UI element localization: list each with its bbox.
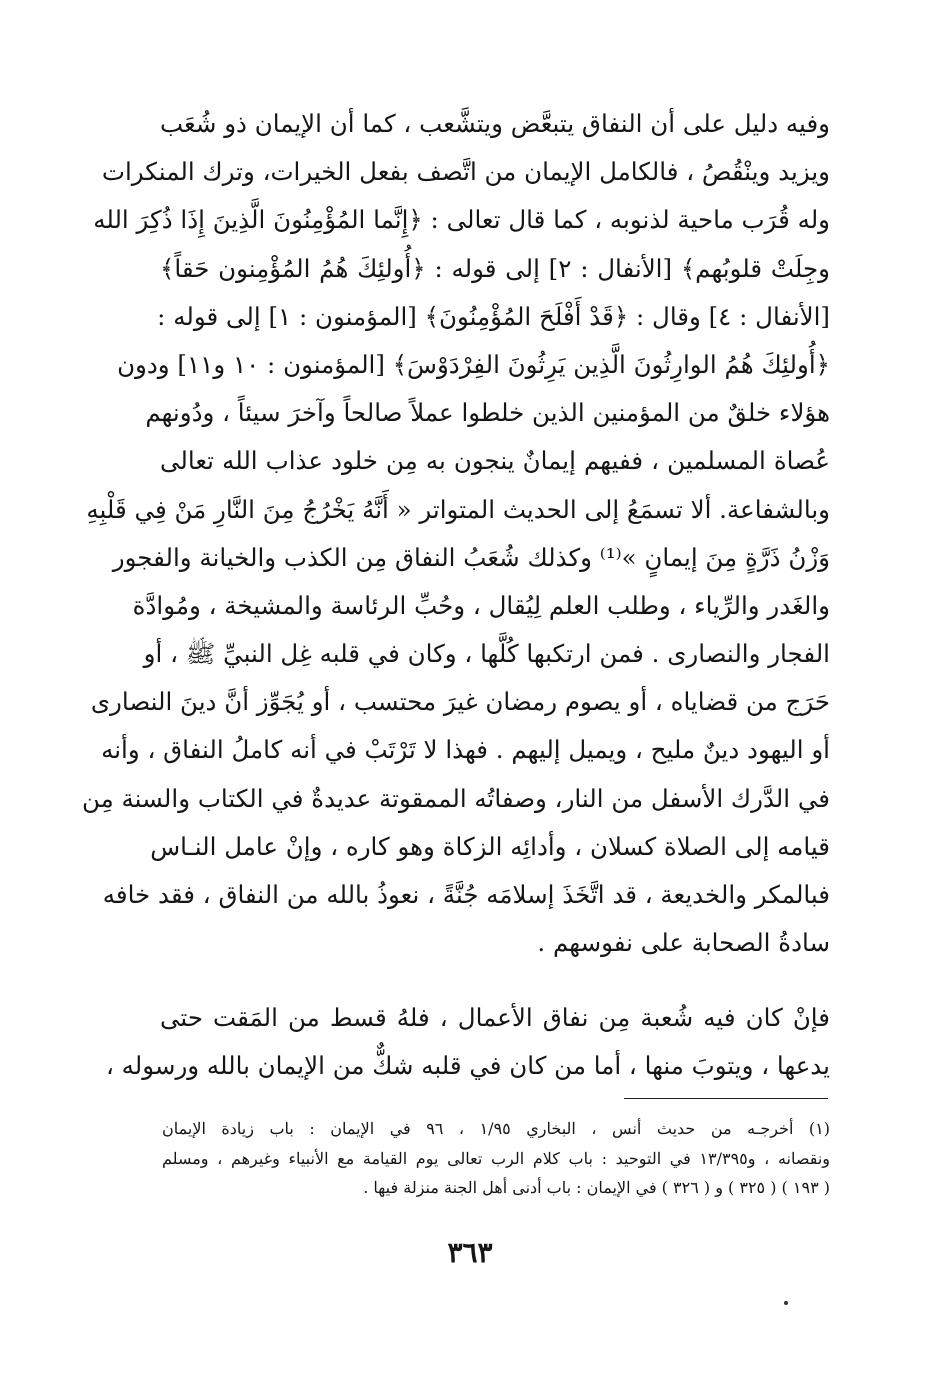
text-line: [الأنفال : ٤] وقال : ﴿قَدْ أَفْلَحَ المُؤْمِنُونَ﴾ [المؤمنون : ١] إلى قوله : <box>157 301 830 331</box>
text-line: سادةُ الصحابة على نفوسهم . <box>537 928 830 958</box>
footnote-separator <box>624 1098 828 1099</box>
text-line: وفيه دليل على أن النفاق يتبعَّض ويتشَّعب ، كما أن الإيمان ذو شُعَب <box>160 109 830 138</box>
page-number: ٣٦٣ <box>447 1236 493 1269</box>
text-line: وَزْنُ ذَرَّةٍ مِنَ إيمانٍ »⁽¹⁾ وكذلك شُعَبُ النفاق مِن الكذب والخيانة والفجور <box>112 542 830 572</box>
text-line: ﴿أُولئِكَ هُمُ الوارِثُونَ الَّذِين يَرِثُونَ الفِرْدَوْسَ﴾ [المؤمنون : ١٠ و١١] ودون <box>117 349 830 379</box>
print-speck <box>784 1301 788 1305</box>
text-line: وبالشفاعة. ألا تسمَعُ إلى الحديث المتواتر « أَنَّهُ يَخْرُجُ مِنَ النَّارِ مَنْ فِي قَلْبِهِ <box>86 494 830 524</box>
text-line: عُصاة المسلمين ، ففيهم إيمانٌ ينجون به مِن خلود عذاب الله تعالى <box>160 446 830 476</box>
text-line: أو اليهود دينٌ مليح ، ويميل إليهم . فهذا لا تَرْتَبْ في أنه كاملُ النفاق ، وأنه <box>101 735 830 765</box>
text-line: فبالمكر والخديعة ، قد اتَّخَذَ إسلامَه جُنَّةً ، نعوذُ بالله من النفاق ، فقد خافه <box>102 880 830 909</box>
second-paragraph <box>105 994 830 1090</box>
main-paragraph <box>81 100 830 967</box>
text-line: فإنْ كان فيه شُعبة مِن نفاق الأعمال ، فلهُ قسط من المَقت حتى <box>160 1003 830 1032</box>
footnotes <box>162 1114 830 1203</box>
text-line: يدعها ، ويتوبَ منها ، أما من كان في قلبه شكٌّ من الإيمان بالله ورسوله ، <box>105 1051 830 1081</box>
text-line: هؤلاء خلقٌ من المؤمنين الذين خلطوا عملاً صالحاً وآخرَ سيئاً ، ودُونهم <box>145 398 830 428</box>
text-line: والغَدر والرِّياء ، وطلب العلم لِيُقال ، وحُبِّ الرئاسة والمشيخة ، ومُوادَّة <box>132 590 830 620</box>
text-line: الفجار والنصارى . فمن ارتكبها كُلَّها ، وكان في قلبه غِل النبيِّ ﷺ ، أو <box>143 639 830 669</box>
text-line: وجِلَتْ قلوبُهم﴾ [الأنفال : ٢] إلى قوله : ﴿أُولئِكَ هُمُ المُؤْمِنون حَقاً﴾ <box>160 253 830 283</box>
text-line: وله قُرَب ماحية لذنوبه ، كما قال تعالى : ﴿إِنَّما المُؤْمِنُونَ الَّذِينَ إِذَا ذُكِرَ الله <box>93 205 830 235</box>
footnote-line: ونقصانه ، و١٣/٣٩٥ في التوحيد : باب كلام الرب تعالى يوم القيامة مع الأنبياء وغيرهم ، ومسلم <box>162 1148 830 1168</box>
text-line: في الدَّرك الأسفل من النار، وصفاتُه الممقوتة عديدةٌ في الكتاب والسنة مِن <box>81 783 830 813</box>
text-line: قيامه إلى الصلاة كسلان ، وأدائِه الزكاة وهو كاره ، وإنْ عامل النـاس <box>150 831 830 861</box>
text-line: حَرَج من قضاياه ، أو يصوم رمضان غيرَ محتسب ، أو يُجَوِّز أنَّ دينَ النصارى <box>90 687 830 717</box>
text-line: ويزيد وينْقُصُ ، فالكامل الإيمان من اتَّصف بفعل الخيرات، وترك المنكرات <box>101 157 830 187</box>
footnote-line: ( ١٩٣ ) ( ٣٢٥ ) و ( ٣٢٦ ) في الإيمان : باب أدنى أهل الجنة منزلة فيها . <box>363 1178 830 1197</box>
footnote-line: (١) أخرجـه من حديث أنس ، البخاري ١/٩٥ ، ٩٦ في الإيمان : باب زيادة الإيمان <box>162 1119 830 1138</box>
